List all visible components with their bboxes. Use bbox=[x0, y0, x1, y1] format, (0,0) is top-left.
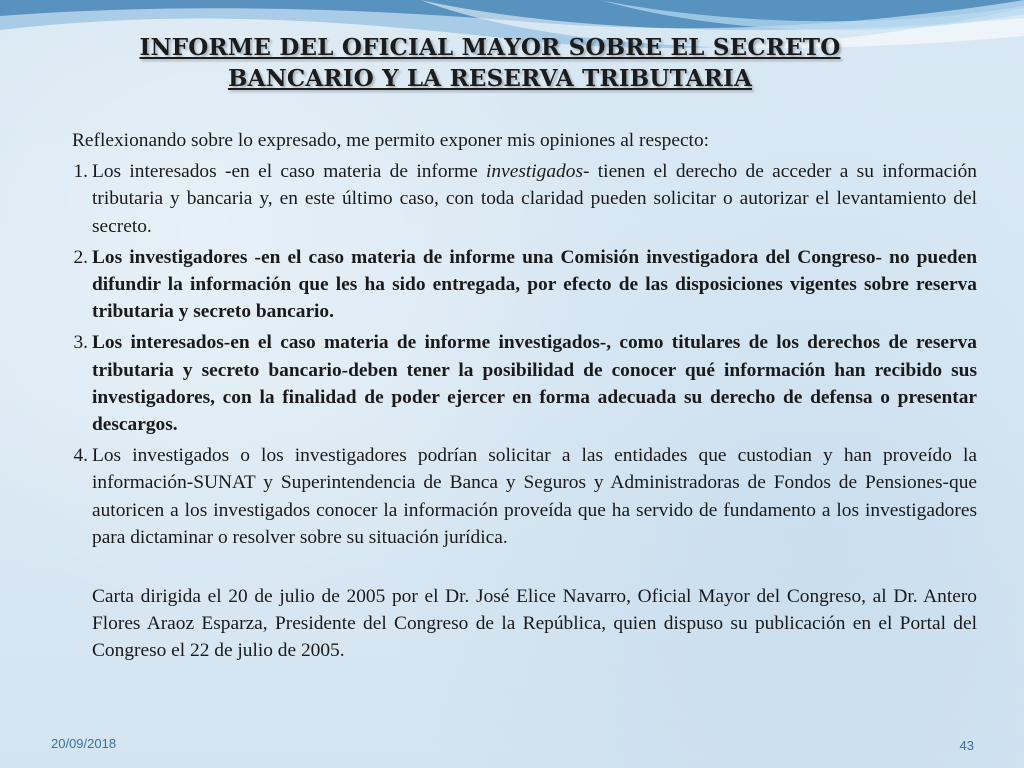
intro-paragraph: Reflexionando sobre lo expresado, me permito exponer mis opiniones al respecto: bbox=[72, 130, 710, 151]
list-item bbox=[64, 329, 977, 438]
item-text bbox=[92, 161, 977, 236]
list-item bbox=[64, 158, 977, 240]
list-item bbox=[64, 442, 977, 551]
item-text-part: Los interesados -en el caso materia de informe bbox=[92, 161, 487, 183]
title-line-1: INFORME DEL OFICIAL MAYOR SOBRE EL SECRETO bbox=[139, 34, 841, 61]
item-number: 1. bbox=[73, 161, 88, 183]
item-text: Los investigadores -en el caso materia de informe una Comisión investigadora del Congreso- no pueden difundir la información que les ha sido entregada, por efecto de las disposiciones vigentes sobre reserva tributaria y secreto bancario. bbox=[92, 246, 977, 323]
page-number: 43 bbox=[959, 738, 974, 753]
item-text-part: - tienen el derecho de acceder a su información tributaria y bancaria y, en este último caso, con toda claridad pueden solicitar o autorizar el levantamiento del secreto. bbox=[92, 161, 977, 237]
list-item bbox=[64, 244, 977, 326]
item-text-italic: investigados bbox=[486, 161, 583, 183]
item-text: Los interesados-en el caso materia de informe investigados-, como titulares de los derechos de reserva tributaria y secreto bancario-deben tener la posibilidad de conocer qué información han recibido sus investigadores, con la finalidad de poder ejercer en forma adecuada su derecho de defensa o presentar descargos. bbox=[92, 332, 977, 436]
title-line-2: BANCARIO Y LA RESERVA TRIBUTARIA bbox=[227, 65, 753, 92]
source-citation-paragraph: Carta dirigida el 20 de julio de 2005 por el Dr. José Elice Navarro, Oficial Mayor del Congreso, al Dr. Antero Flores Araoz Esparza, Presidente del Congreso de la República, quien dispuso su publicación en el Portal del Congreso el 22 de julio de 2005. bbox=[92, 586, 977, 662]
item-number: 2. bbox=[73, 246, 88, 268]
item-number: 3. bbox=[73, 332, 88, 354]
footer-date: 20/09/2018 bbox=[51, 736, 117, 751]
item-text: Los investigados o los investigadores podrían solicitar a las entidades que custodian y han proveído la información-SUNAT y Superintendencia de Banca y Seguros y Administradoras de Fondos de Pensiones-que autoricen a los investigados conocer la información proveída que ha servido de fundamento a los investigadores para dictaminar o resolver sobre su situación jurídica. bbox=[92, 445, 977, 548]
item-number: 4. bbox=[73, 445, 88, 467]
slide-body bbox=[64, 127, 977, 665]
slide-title bbox=[110, 32, 870, 94]
opinions-list bbox=[64, 158, 977, 551]
